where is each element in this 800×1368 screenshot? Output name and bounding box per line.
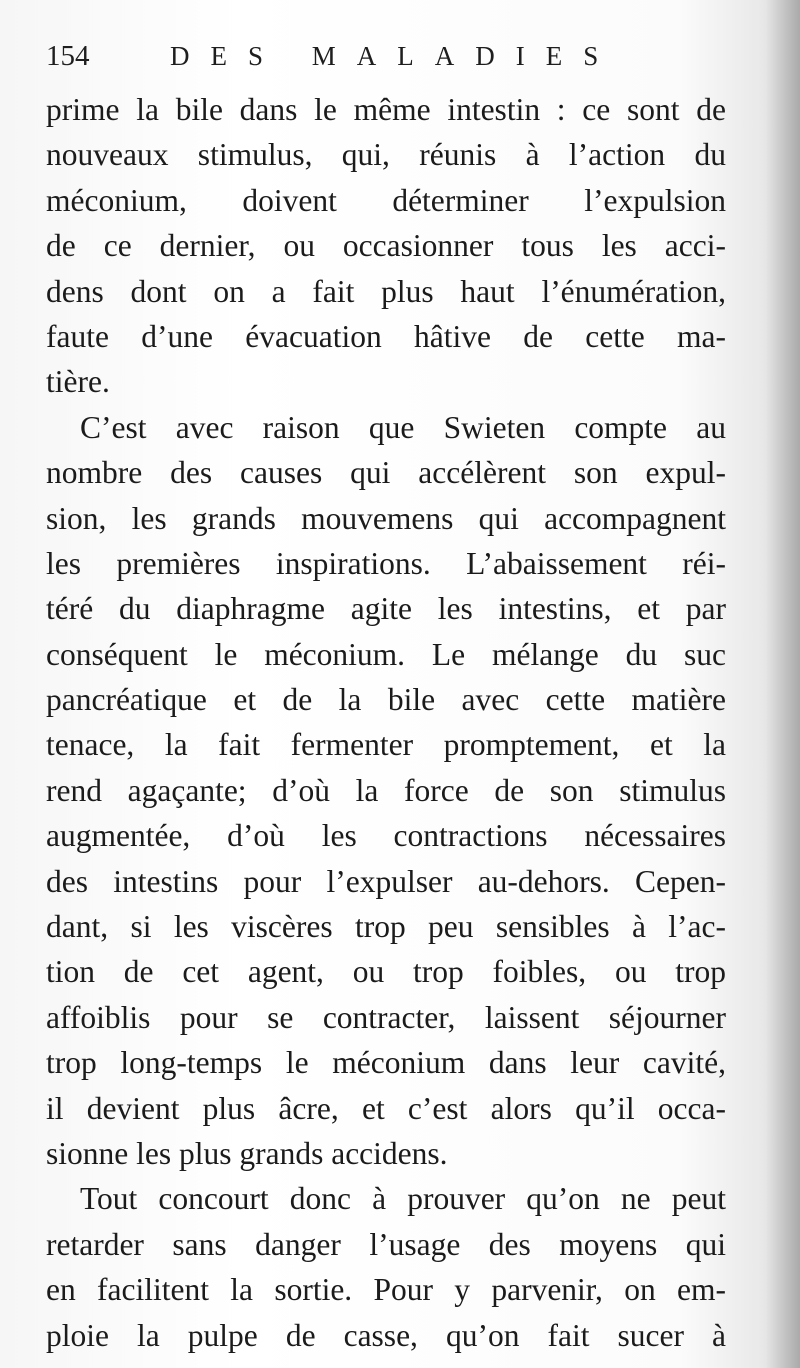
text-line: sion, les grands mouvemens qui accompagnent [46, 500, 726, 536]
text-line: ploie la pulpe de casse, qu’on fait sucer à [46, 1317, 726, 1353]
text-line: des intestins pour l’expulser au-dehors. Cepen- [46, 863, 726, 899]
text-line: en facilitent la sortie. Pour y parvenir, on em- [46, 1272, 726, 1308]
text-line: de ce dernier, ou occasionner tous les acci- [46, 228, 726, 264]
page-number: 154 [46, 40, 90, 72]
text-line: méconium, doivent déterminer l’expulsion [46, 182, 726, 218]
text-line: pancréatique et de la bile avec cette matière [46, 682, 726, 718]
body-text [46, 87, 726, 1358]
page-edge-shadow [766, 0, 800, 1368]
text-line: conséquent le méconium. Le mélange du suc [46, 636, 726, 672]
text-line: tière. [46, 364, 110, 400]
text-line: dant, si les viscères trop peu sensibles à l’ac- [46, 909, 726, 945]
text-line: trop long-temps le méconium dans leur cavité, [46, 1045, 726, 1081]
text-line: il devient plus âcre, et c’est alors qu’il occa- [46, 1090, 726, 1126]
text-line: téré du diaphragme agite les intestins, et par [46, 591, 726, 627]
text-line: tenace, la fait fermenter promptement, et la [46, 727, 726, 763]
text-line: nouveaux stimulus, qui, réunis à l’action du [46, 137, 726, 173]
text-line: tion de cet agent, ou trop foibles, ou trop [46, 954, 726, 990]
text-line: rend agaçante; d’où la force de son stimulus [46, 772, 726, 808]
running-title: DES MALADIES [170, 41, 620, 71]
paragraph-start-line: Tout concourt donc à prouver qu’on ne peut [80, 1181, 726, 1217]
text-line: retarder sans danger l’usage des moyens qui [46, 1226, 726, 1262]
text-line: les premières inspirations. L’abaissement réi- [46, 545, 726, 581]
text-line: dens dont on a fait plus haut l’énumération, [46, 273, 726, 309]
paragraph-start-line: C’est avec raison que Swieten compte au [80, 409, 726, 445]
text-line: affoiblis pour se contracter, laissent séjourner [46, 999, 726, 1035]
text-line: sionne les plus grands accidens. [46, 1135, 448, 1171]
text-line: prime la bile dans le même intestin : ce sont de [46, 92, 726, 127]
text-line: augmentée, d’où les contractions nécessaires [46, 818, 726, 854]
running-head [46, 34, 746, 78]
text-line: faute d’une évacuation hâtive de cette ma- [46, 318, 726, 354]
text-line: nombre des causes qui accélèrent son expul- [46, 455, 726, 491]
